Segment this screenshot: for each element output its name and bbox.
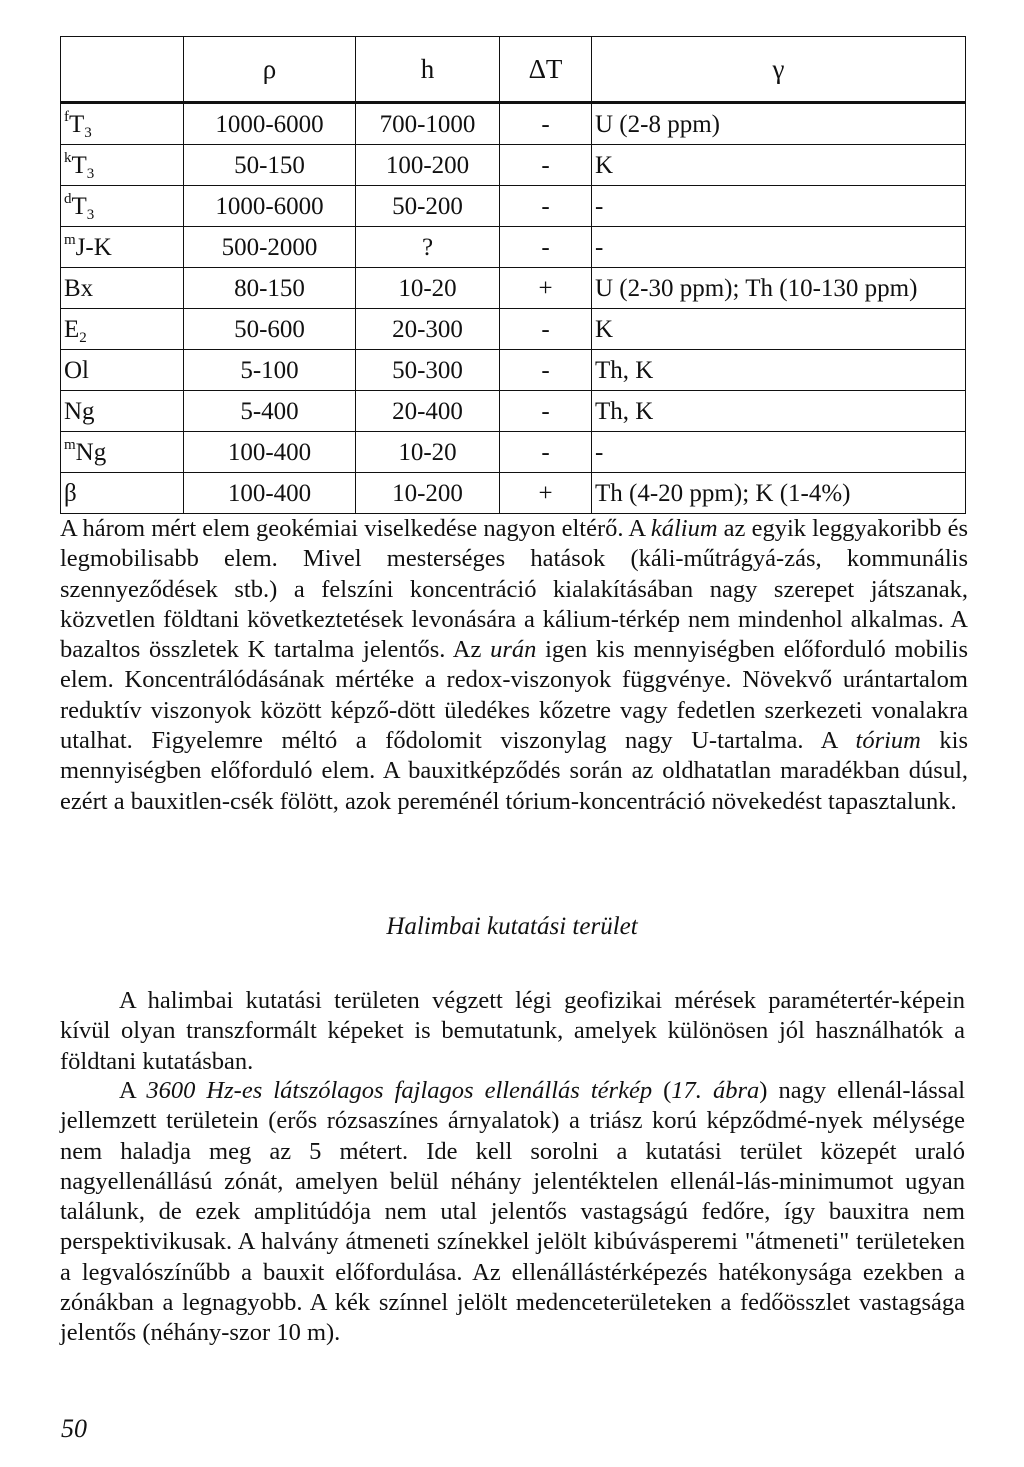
formation-code: Ol bbox=[61, 350, 184, 391]
emph-uran: urán bbox=[490, 636, 537, 664]
h-value: 10-20 bbox=[356, 432, 500, 473]
table-row bbox=[61, 350, 966, 391]
formation-code: $^kT_3$ bbox=[61, 145, 184, 186]
gamma-value: - bbox=[592, 227, 966, 268]
gamma-value: - bbox=[592, 186, 966, 227]
h-value: 10-20 bbox=[356, 268, 500, 309]
table-row bbox=[61, 268, 966, 309]
formation-code: $^dT_3$ bbox=[61, 186, 184, 227]
formation-code: β bbox=[61, 473, 184, 514]
formation-code: $^m$J-K bbox=[61, 227, 184, 268]
delta-t-value: - bbox=[500, 186, 592, 227]
rho-value: 500-2000 bbox=[184, 227, 356, 268]
formation-code: $^fT_3$ bbox=[61, 103, 184, 145]
formation-code: $^m$Ng bbox=[61, 432, 184, 473]
gamma-value: K bbox=[592, 309, 966, 350]
rho-value: 5-400 bbox=[184, 391, 356, 432]
rho-value: 1000-6000 bbox=[184, 186, 356, 227]
header-rho: ρ bbox=[184, 37, 356, 103]
header-h: h bbox=[356, 37, 500, 103]
table-row bbox=[61, 309, 966, 350]
gamma-value: K bbox=[592, 145, 966, 186]
formation-code: Bx bbox=[61, 268, 184, 309]
delta-t-value: - bbox=[500, 309, 592, 350]
gamma-value: - bbox=[592, 432, 966, 473]
table-row bbox=[61, 227, 966, 268]
emph-figure-ref: 17. ábra bbox=[671, 1077, 760, 1104]
emph-kalium: kálium bbox=[650, 515, 718, 542]
paragraph-geochemistry: A három mért elem geokémiai viselkedése nagyon eltérő. A kálium az egyik leggyakoribb és legmobilisabb elem. Mivel mesterséges hatások (káli-műtrágyá-zás, kommunális szennyeződések stb.) a felszíni koncentráció kialakításában nagy szerepet játszanak, közvetlen földtani következtetések levonására a kálium-térkép nem mindenhol alkalmas. A bazaltos összletek K tartalma jelentős. Az urán igen kis mennyiségben előforduló mobilis elem. Koncentrálódásának mértéke a redox-viszonyok függvénye. Növekvő urántartalom reduktív viszonyok között képző-dött üledékes kőzetre vagy fedetlen szerkezeti vonalakra utalhat. Figyelemre méltó a fődolomit viszonylag nagy U-tartalma. A tórium kis mennyiségben előforduló elem. A bauxitképződés során az oldhatatlan maradékban dúsul, ezért a bauxitlen-csék fölött, azok pereménél tórium-koncentráció növekedést tapasztalunk. bbox=[60, 515, 968, 815]
rho-value: 80-150 bbox=[184, 268, 356, 309]
h-value: ? bbox=[356, 227, 500, 268]
rho-value: 1000-6000 bbox=[184, 103, 356, 145]
h-value: 50-300 bbox=[356, 350, 500, 391]
delta-t-value: - bbox=[500, 391, 592, 432]
emph-map-title: 3600 Hz-es látszólagos fajlagos ellenállás térkép bbox=[146, 1077, 653, 1104]
h-value: 50-200 bbox=[356, 186, 500, 227]
h-value: 700-1000 bbox=[356, 103, 500, 145]
rho-value: 100-400 bbox=[184, 473, 356, 514]
rho-value: 5-100 bbox=[184, 350, 356, 391]
emph-torium: tórium bbox=[855, 727, 921, 755]
paragraph-resistivity: A 3600 Hz-es látszólagos fajlagos ellenállás térkép (17. ábra) nagy ellenál-lással jellemzett területein (erős rózsaszínes árnyalatok) a triász korú képződmé-nyek mélysége nem haladja meg az 5 métert. Ide kell sorolni a kutatási terület közepét uraló nagyellenállású zónát, amelyen belül néhány jelentéktelen ellenál-lás-minimumot ugyan találunk, de ezek amplitúdója nem utal jelentős vastagságú fedőre, így bauxitra nem perspektivikusak. A halvány átmeneti színekkel jelölt kibúvásperemi "átmeneti" területeken a legvalószínűbb a bauxit előfordulása. Az ellenállástérképezés hatékonysága ezekben a zónákban a legnagyobb. A kék színnel jelölt medenceterületeken a fedőösszlet vastagsága jelentős (néhány-szor 10 m). bbox=[60, 1077, 965, 1347]
delta-t-value: - bbox=[500, 145, 592, 186]
formation-code: $E_2$ bbox=[61, 309, 184, 350]
rho-value: 50-150 bbox=[184, 145, 356, 186]
delta-t-value: + bbox=[500, 473, 592, 514]
table-row bbox=[61, 145, 966, 186]
delta-t-value: + bbox=[500, 268, 592, 309]
rho-value: 100-400 bbox=[184, 432, 356, 473]
h-value: 20-400 bbox=[356, 391, 500, 432]
delta-t-value: - bbox=[500, 350, 592, 391]
paragraph-intro: A halimbai kutatási területen végzett légi geofizikai mérések paramétertér-képein kívül olyan transzformált képeket is bemutatunk, amelyek különösen jól használhatók a földtani kutatásban. bbox=[60, 987, 965, 1075]
table-header-row bbox=[61, 37, 966, 103]
h-value: 100-200 bbox=[356, 145, 500, 186]
h-value: 20-300 bbox=[356, 309, 500, 350]
gamma-value: Th, K bbox=[592, 350, 966, 391]
h-value: 10-200 bbox=[356, 473, 500, 514]
table-row bbox=[61, 103, 966, 145]
gamma-value: Th, K bbox=[592, 391, 966, 432]
section-title: Halimbai kutatási terület bbox=[386, 913, 638, 940]
gamma-value: U (2-30 ppm); Th (10-130 ppm) bbox=[592, 268, 966, 309]
header-delta-t: ΔT bbox=[500, 37, 592, 103]
rho-value: 50-600 bbox=[184, 309, 356, 350]
delta-t-value: - bbox=[500, 227, 592, 268]
page-number: 50 bbox=[61, 1414, 87, 1443]
delta-t-value: - bbox=[500, 432, 592, 473]
parameter-table bbox=[60, 36, 966, 514]
gamma-value: U (2-8 ppm) bbox=[592, 103, 966, 145]
table-row bbox=[61, 473, 966, 514]
table-row bbox=[61, 186, 966, 227]
table-row bbox=[61, 391, 966, 432]
header-gamma: γ bbox=[592, 37, 966, 103]
table-row bbox=[61, 432, 966, 473]
header-empty bbox=[61, 37, 184, 103]
formation-code: Ng bbox=[61, 391, 184, 432]
gamma-value: Th (4-20 ppm); K (1-4%) bbox=[592, 473, 966, 514]
delta-t-value: - bbox=[500, 103, 592, 145]
